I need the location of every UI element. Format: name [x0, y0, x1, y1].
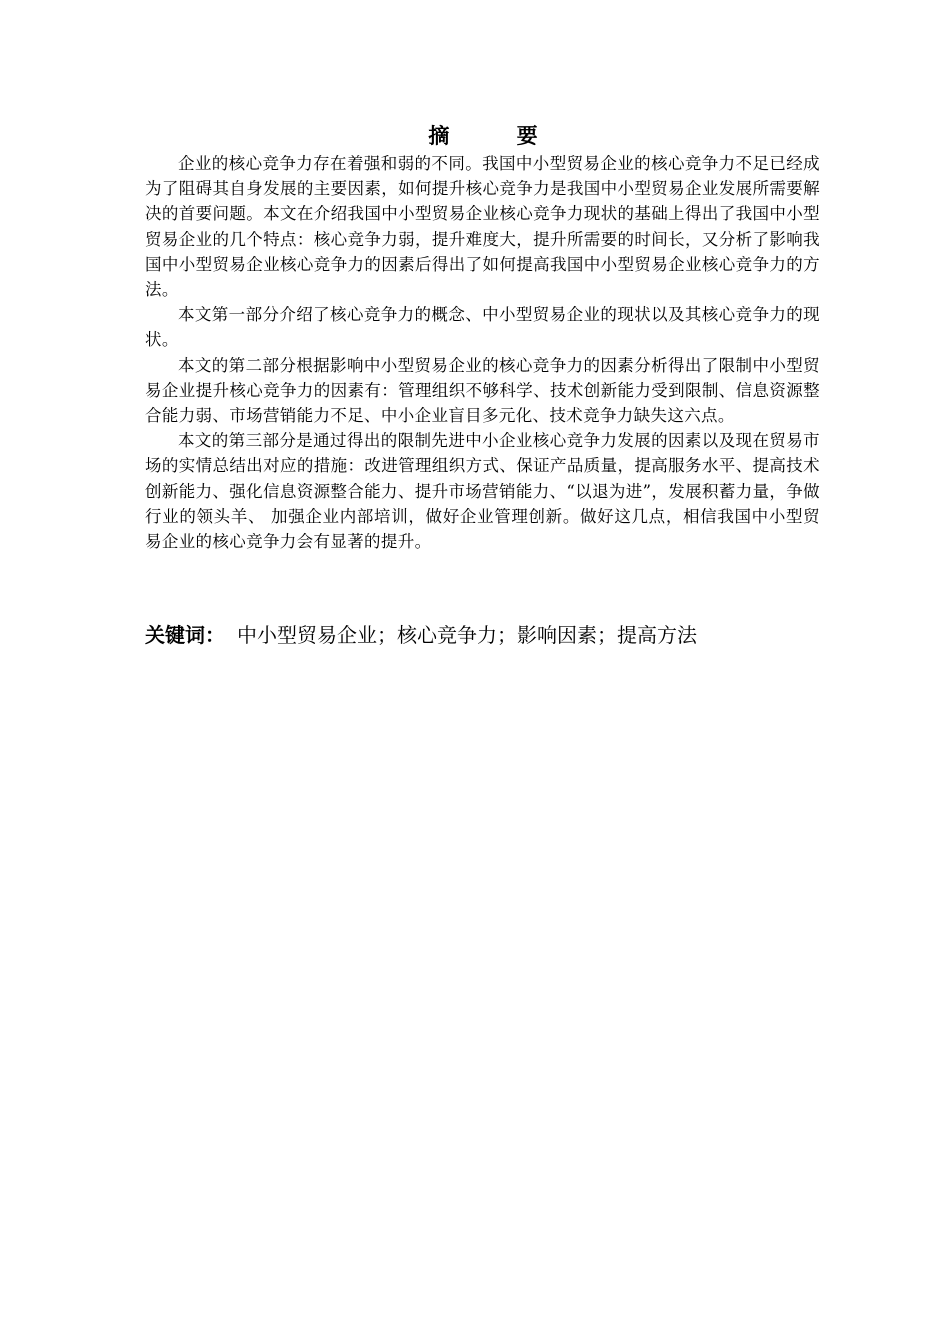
- keywords-value: 中小型贸易企业；核心竞争力；影响因素；提高方法: [237, 623, 697, 647]
- keywords-label: 关键词：: [145, 623, 225, 647]
- abstract-body: [145, 151, 820, 554]
- abstract-paragraph: 本文的第三部分是通过得出的限制先进中小企业核心竞争力发展的因素以及现在贸易市场的实情总结出对应的措施：改进管理组织方式、保证产品质量，提高服务水平、提高技术创新能力、强化信息资源整合能力、提升市场营销能力、“以退为进”，发展积蓄力量，争做行业的领头羊、 加强企业内部培训，做好企业管理创新。做好这几点，相信我国中小型贸易企业的核心竞争力会有显著的提升。: [145, 431, 820, 552]
- abstract-paragraph: 本文第一部分介绍了核心竞争力的概念、中小型贸易企业的现状以及其核心竞争力的现状。: [145, 305, 820, 350]
- abstract-paragraph: 企业的核心竞争力存在着强和弱的不同。我国中小型贸易企业的核心竞争力不足已经成为了阻碍其自身发展的主要因素，如何提升核心竞争力是我国中小型贸易企业发展所需要解决的首要问题。本文在介绍我国中小型贸易企业核心竞争力现状的基础上得出了我国中小型贸易企业的几个特点：核心竞争力弱，提升难度大，提升所需要的时间长，又分析了影响我国中小型贸易企业核心竞争力的因素后得出了如何提高我国中小型贸易企业核心竞争力的方法。: [145, 154, 820, 300]
- abstract-paragraph: 本文的第二部分根据影响中小型贸易企业的核心竞争力的因素分析得出了限制中小型贸易企业提升核心竞争力的因素有：管理组织不够科学、技术创新能力受到限制、信息资源整合能力弱、市场营销能力不足、中小企业盲目多元化、技术竞争力缺失这六点。: [145, 355, 820, 426]
- keywords-line: [145, 620, 845, 650]
- abstract-title: 摘 要: [428, 124, 568, 148]
